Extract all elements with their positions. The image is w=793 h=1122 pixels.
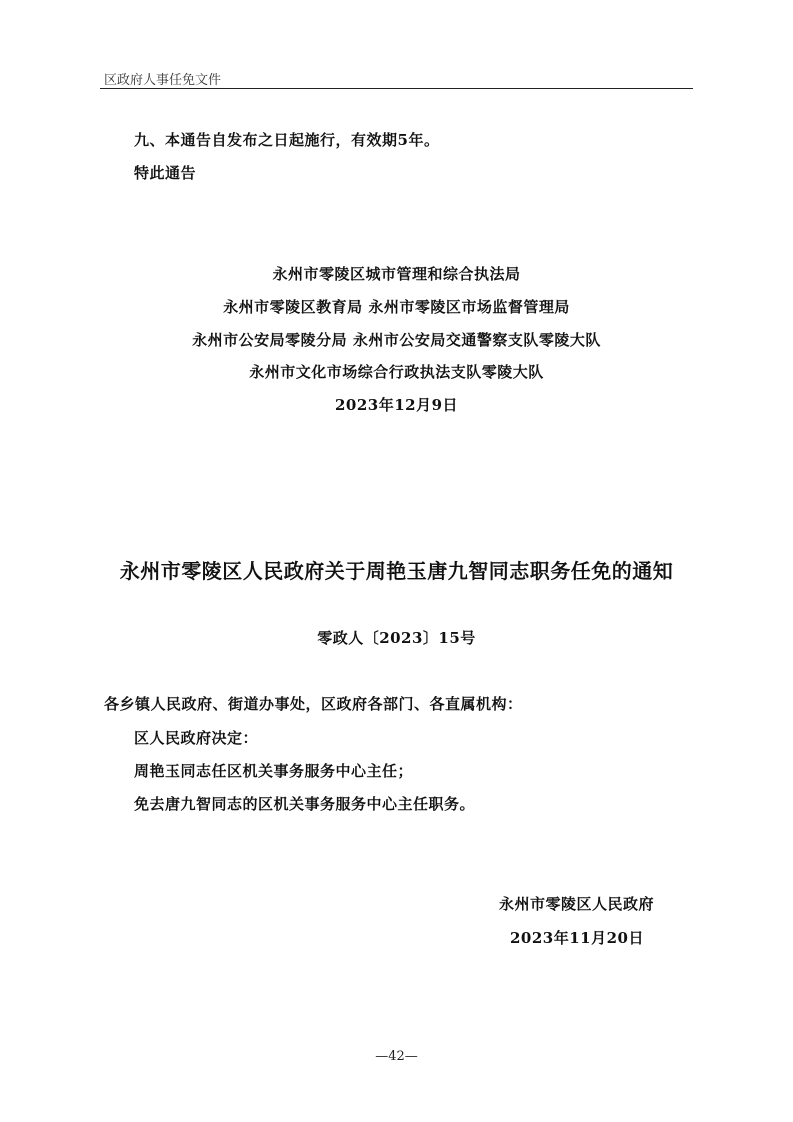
closing-phrase: 特此通告 <box>134 164 197 182</box>
issuer-line-1: 永州市零陵区城市管理和综合执法局 <box>272 265 521 283</box>
clause-nine: 九、本通告自发布之日起施行，有效期5年。 <box>134 131 440 149</box>
document-number: 零政人〔2023〕15号 <box>317 629 476 647</box>
signatory: 永州市零陵区人民政府 <box>499 895 655 913</box>
running-header: 区政府人事任免文件 <box>104 73 222 88</box>
prior-notice-date: 2023年12月9日 <box>334 396 459 414</box>
notice-title: 永州市零陵区人民政府关于周艳玉唐九智同志职务任免的通知 <box>119 559 674 583</box>
decision-intro: 区人民政府决定： <box>134 729 259 747</box>
issuer-line-2: 永州市零陵区教育局 永州市零陵区市场监督管理局 <box>223 298 570 316</box>
issuer-line-3: 永州市公安局零陵分局 永州市公安局交通警察支队零陵大队 <box>192 331 601 349</box>
addressee-line: 各乡镇人民政府、街道办事处，区政府各部门、各直属机构： <box>104 695 523 713</box>
header-divider <box>100 88 693 89</box>
appointment-paragraph: 周艳玉同志任区机关事务服务中心主任； <box>134 762 414 780</box>
issuer-line-4: 永州市文化市场综合行政执法支队零陵大队 <box>249 363 544 381</box>
page-number: —42— <box>375 1049 418 1064</box>
notice-date: 2023年11月20日 <box>510 929 644 947</box>
removal-paragraph: 免去唐九智同志的区机关事务服务中心主任职务。 <box>134 795 476 813</box>
